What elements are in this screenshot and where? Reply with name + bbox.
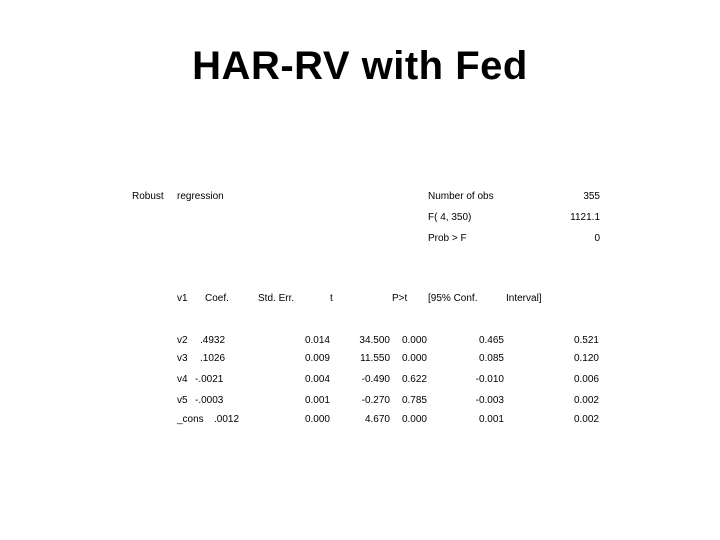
table-row-p: 0.000 (401, 335, 427, 346)
table-row-p: 0.622 (401, 374, 427, 385)
table-row-se: 0.009 (304, 353, 330, 364)
f-stat-label: F( 4, 350) (428, 212, 472, 223)
table-row-ci-high: 0.521 (573, 335, 599, 346)
table-row-coef: -.0003 (195, 395, 224, 406)
f-stat-value: 1121.1 (570, 212, 600, 223)
table-row-se: 0.014 (304, 335, 330, 346)
table-row-t: 11.550 (360, 353, 390, 364)
table-row-ci-high: 0.002 (573, 395, 599, 406)
table-row-ci-low: 0.001 (478, 414, 504, 425)
table-row-ci-low: 0.465 (478, 335, 504, 346)
table-row-p: 0.000 (401, 414, 427, 425)
table-row-coef: .4932 (200, 335, 226, 346)
table-row-coef: -.0021 (195, 374, 224, 385)
table-row-var: v4 (177, 374, 188, 385)
nobs-label: Number of obs (428, 191, 494, 202)
table-row-ci-low: -0.003 (475, 395, 504, 406)
table-row-p: 0.000 (401, 353, 427, 364)
table-row-ci-high: 0.002 (573, 414, 599, 425)
table-row-coef: .1026 (200, 353, 226, 364)
col-p: P>t (392, 293, 408, 304)
table-row-t: 4.670 (364, 414, 390, 425)
table-row-t: -0.270 (361, 395, 390, 406)
robust-label: Robust (132, 191, 164, 202)
table-row-ci-high: 0.006 (573, 374, 599, 385)
col-ci-high: Interval] (506, 293, 542, 304)
prob-value: 0 (594, 233, 600, 244)
col-ci-low: [95% Conf. (428, 293, 478, 304)
table-row-var: v3 (177, 353, 188, 364)
prob-label: Prob > F (428, 233, 467, 244)
table-row-var: v2 (177, 335, 188, 346)
table-row-coef: .0012 (214, 414, 240, 425)
table-row-se: 0.000 (304, 414, 330, 425)
table-row-ci-low: 0.085 (478, 353, 504, 364)
table-row-t: 34.500 (359, 335, 390, 346)
col-t: t (330, 293, 333, 304)
col-var: v1 (177, 293, 188, 304)
table-row-se: 0.001 (304, 395, 330, 406)
table-row-se: 0.004 (304, 374, 330, 385)
regression-label: regression (177, 191, 224, 202)
slide-title: HAR-RV with Fed (192, 44, 528, 88)
col-coef: Coef. (205, 293, 229, 304)
table-row-ci-high: 0.120 (573, 353, 599, 364)
table-row-var: _cons (177, 414, 204, 425)
table-row-t: -0.490 (361, 374, 390, 385)
table-row-p: 0.785 (401, 395, 427, 406)
table-row-var: v5 (177, 395, 188, 406)
table-row-ci-low: -0.010 (475, 374, 504, 385)
nobs-value: 355 (583, 191, 600, 202)
col-std-err: Std. Err. (258, 293, 295, 304)
